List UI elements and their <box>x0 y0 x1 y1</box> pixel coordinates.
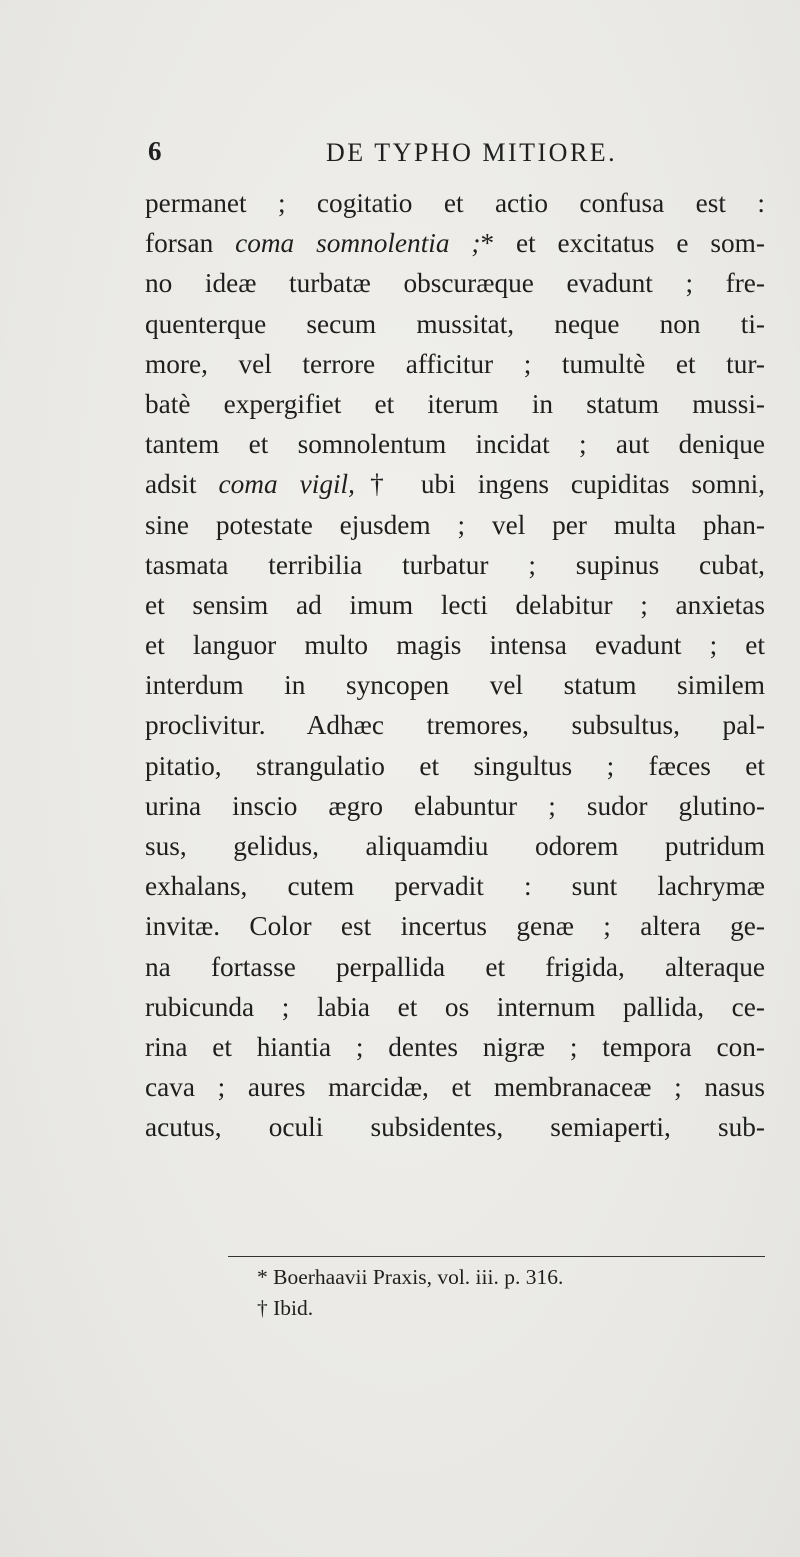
text-line: more, vel terrore afficitur ; tumultè et tur- <box>145 348 765 379</box>
running-head <box>148 136 763 176</box>
text-line: sus, gelidus, aliquamdiu odorem putridum <box>145 831 765 861</box>
text-line: rubicunda ; labia et os internum pallida, ce- <box>145 991 765 1022</box>
text-line: et languor multo magis intensa evadunt ; et <box>145 630 765 661</box>
body-text <box>145 183 765 1148</box>
text-line: permanet ; cogitatio et actio confusa est : <box>145 188 765 218</box>
text-line: urina inscio ægro elabuntur ; sudor glutino- <box>145 790 765 821</box>
footnote: † Ibid. <box>257 1296 314 1320</box>
text-line: quenterque secum mussitat, neque non ti- <box>145 308 765 339</box>
running-title: DE TYPHO MITIORE. <box>326 138 618 167</box>
text-line: exhalans, cutem pervadit : sunt lachrymæ <box>145 871 765 902</box>
text-line: tantem et somnolentum incidat ; aut denique <box>145 429 765 460</box>
footnote-rule <box>228 1256 765 1257</box>
text-line: et sensim ad imum lecti delabitur ; anxietas <box>145 589 765 620</box>
text-line: rina et hiantia ; dentes nigræ ; tempora con- <box>145 1031 765 1062</box>
text-line: forsan coma somnolentia ;* et excitatus e som- <box>145 228 765 259</box>
text-line: acutus, oculi subsidentes, semiaperti, sub- <box>145 1112 765 1143</box>
page-number: 6 <box>148 136 162 166</box>
text-line: tasmata terribilia turbatur ; supinus cubat, <box>145 549 765 580</box>
text-line: cava ; aures marcidæ, et membranaceæ ; nasus <box>145 1072 765 1103</box>
text-line: sine potestate ejusdem ; vel per multa phan- <box>145 509 765 540</box>
text-line: batè expergifiet et iterum in statum mussi- <box>145 388 765 419</box>
footnotes <box>257 1262 757 1324</box>
text-line: na fortasse perpallida et frigida, alteraque <box>145 951 765 982</box>
text-line: pitatio, strangulatio et singultus ; fæces et <box>145 750 765 781</box>
text-line: no ideæ turbatæ obscuræque evadunt ; fre- <box>145 268 765 299</box>
footnote: * Boerhaavii Praxis, vol. iii. p. 316. <box>257 1265 564 1289</box>
text-line: proclivitur. Adhæc tremores, subsultus, pal- <box>145 710 765 741</box>
text-line: interdum in syncopen vel statum similem <box>145 670 765 701</box>
text-line: adsit coma vigil,† ubi ingens cupiditas somni, <box>145 469 765 500</box>
text-line: invitæ. Color est incertus genæ ; altera ge- <box>145 911 765 942</box>
